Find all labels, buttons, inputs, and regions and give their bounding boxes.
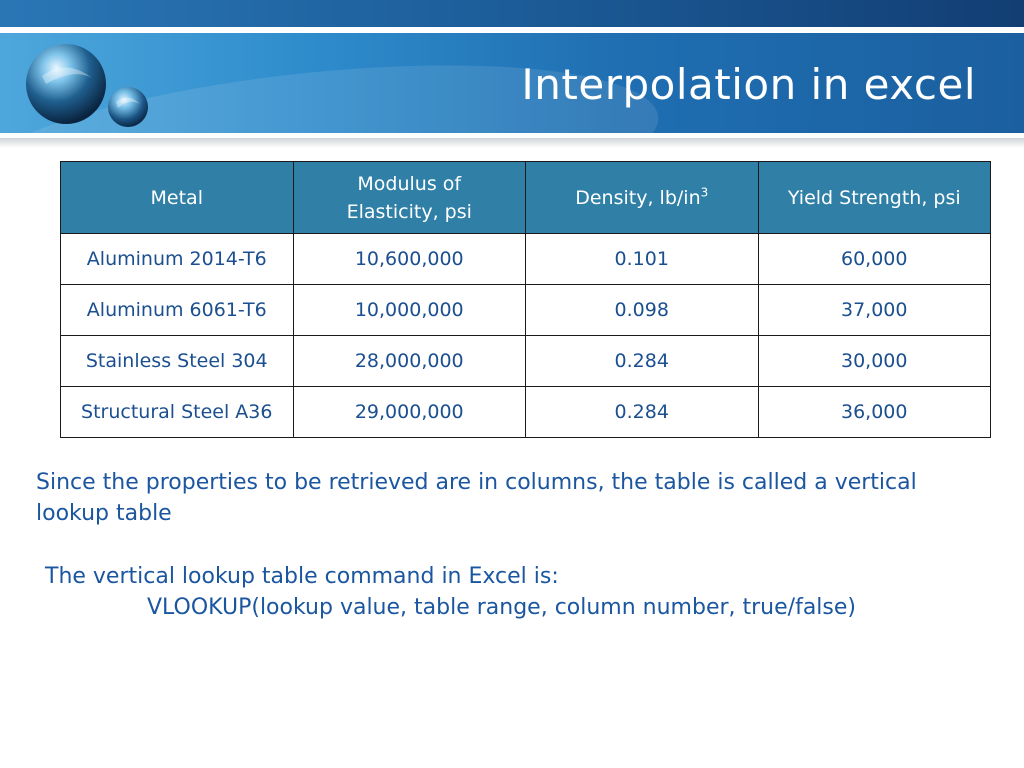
cell-yield: 37,000 [758, 285, 991, 336]
cell-modulus: 10,000,000 [293, 285, 526, 336]
header-modulus [293, 162, 526, 234]
header-modulus-line1: Modulus of [357, 172, 462, 195]
top-strip [0, 0, 1024, 27]
explanation-paragraph: Since the properties to be retrieved are in columns, the table is called a vertical lookup table [36, 470, 917, 526]
header-density [526, 162, 759, 234]
cell-metal: Stainless Steel 304 [61, 336, 294, 387]
header-modulus-line2: Elasticity, psi [346, 200, 472, 223]
vlookup-syntax: VLOOKUP(lookup value, table range, column number, true/false) [147, 595, 856, 620]
metal-properties-table [60, 161, 991, 438]
command-intro: The vertical lookup table command in Excel is: [45, 564, 559, 589]
cell-density: 0.284 [526, 336, 759, 387]
table-header-row [61, 162, 991, 234]
header-metal: Metal [61, 162, 294, 234]
cell-yield: 36,000 [758, 387, 991, 438]
cell-modulus: 10,600,000 [293, 234, 526, 285]
cell-metal: Structural Steel A36 [61, 387, 294, 438]
header-yield: Yield Strength, psi [758, 162, 991, 234]
cell-density: 0.098 [526, 285, 759, 336]
cell-modulus: 28,000,000 [293, 336, 526, 387]
cell-metal: Aluminum 2014-T6 [61, 234, 294, 285]
banner-shadow [0, 138, 1024, 148]
header-density-label: Density, lb/in [575, 186, 701, 209]
table-row [61, 336, 991, 387]
cell-density: 0.101 [526, 234, 759, 285]
cell-density: 0.284 [526, 387, 759, 438]
table-row [61, 387, 991, 438]
cell-metal: Aluminum 6061-T6 [61, 285, 294, 336]
table-row [61, 285, 991, 336]
header-density-exponent: 3 [700, 185, 709, 200]
sphere-logo-icon [22, 38, 157, 133]
table-row [61, 234, 991, 285]
cell-yield: 30,000 [758, 336, 991, 387]
slide-title: Interpolation in excel [521, 60, 976, 109]
cell-yield: 60,000 [758, 234, 991, 285]
cell-modulus: 29,000,000 [293, 387, 526, 438]
